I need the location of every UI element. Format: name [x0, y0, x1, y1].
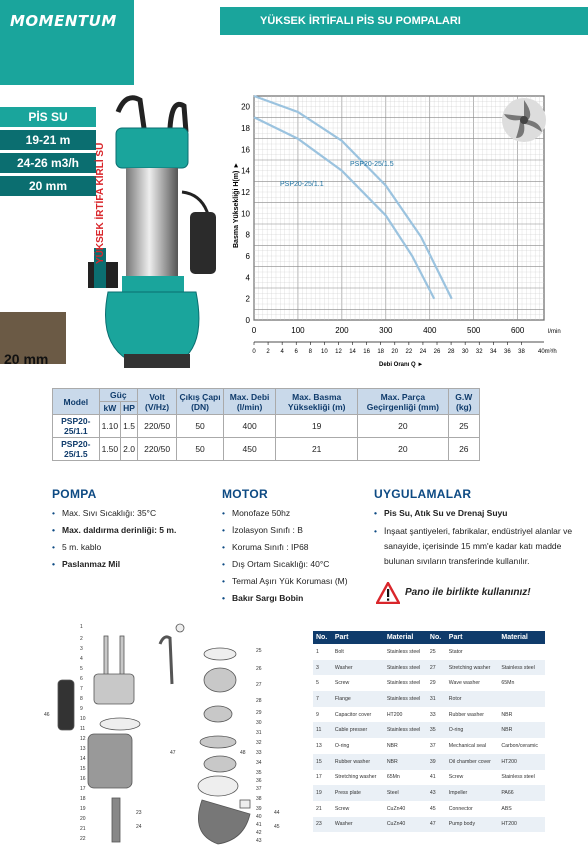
y-axis-label: Basma Yüksekliği H(m) ►	[233, 161, 240, 248]
parts-cell: 7	[313, 691, 332, 707]
spec-cell: 50	[177, 415, 224, 438]
diagram-label: 2	[80, 636, 83, 642]
x-tick-label: 0	[251, 326, 257, 335]
x-tick-label-secondary: 12	[335, 349, 342, 355]
parts-cell: 9	[316, 711, 319, 718]
x-tick-label-secondary: 10	[321, 349, 328, 355]
parts-cell: 25	[429, 648, 436, 655]
spec-subheader: kW	[99, 402, 121, 415]
x-tick-label-secondary: 36	[504, 349, 511, 355]
diagram-label: 32	[256, 740, 262, 746]
parts-header: No.	[313, 631, 332, 644]
diagram-label: 7	[80, 686, 83, 692]
parts-cell: 43	[427, 785, 446, 801]
pompa-item: • Max. Sıvı Sıcaklığı: 35°C	[52, 507, 202, 520]
side-label: 19-21 m	[0, 130, 96, 150]
y-tick-label: 10	[241, 209, 250, 219]
parts-cell: 29	[429, 680, 436, 687]
vertical-label: YÜKSEK İRTİFA KİRLİ SU	[95, 142, 106, 264]
motor-section	[222, 487, 372, 609]
parts-cell: 39	[427, 754, 446, 770]
x-axis-label: Debi Oranı Q ►	[379, 362, 424, 368]
motor-title: MOTOR	[222, 487, 268, 501]
table-row	[313, 738, 545, 754]
diagram-label: 8	[80, 696, 83, 702]
spec-cell: 450	[223, 438, 275, 461]
x-tick-label-secondary: 6	[294, 349, 298, 355]
x-tick-label: 500	[467, 326, 481, 335]
uygulamalar-title: UYGULAMALAR	[374, 487, 472, 501]
x-tick-label-secondary: 38	[518, 349, 525, 355]
pompa-section	[52, 487, 202, 575]
diagram-label: 18	[80, 796, 86, 802]
x-tick-label-secondary: 14	[349, 349, 356, 355]
parts-cell: HT200	[498, 754, 545, 770]
parts-cell: NBR	[501, 711, 513, 718]
x-tick-label-secondary: 22	[405, 349, 413, 355]
x-tick-label-secondary: 4	[280, 349, 284, 355]
diagram-label: 41	[256, 822, 262, 828]
x-tick-label-secondary: 2	[266, 349, 270, 355]
parts-cell: Stainless steel	[384, 722, 427, 738]
side-label: 24-26 m3/h	[0, 153, 96, 173]
parts-cell: Screw	[448, 774, 464, 781]
diagram-label: 48	[240, 750, 246, 756]
uygulamalar-item: • İnşaat şantiyeleri, fabrikalar, endüstriyel alanlar ve sanayide, içerisinde 15 mm'e kadar katı madde bulunan sıvıların transferinde kullanılır.	[374, 524, 579, 569]
spec-header: Max. Debi (l/min)	[223, 389, 275, 415]
parts-cell: Stretching washer	[446, 660, 499, 676]
parts-cell: 1	[316, 648, 319, 655]
side-label: PİS SU	[0, 107, 96, 127]
parts-cell: CuZn40	[386, 805, 406, 812]
parts-cell: Stainless steel	[384, 660, 427, 676]
pompa-item: • 5 m. kablo	[52, 541, 202, 554]
y-tick-label: 20	[241, 102, 250, 112]
parts-cell: HT200	[386, 711, 403, 718]
diagram-label: 38	[256, 796, 262, 802]
diagram-label: 34	[256, 760, 262, 766]
x-tick-label: 300	[379, 326, 393, 335]
parts-cell: Flange	[332, 691, 384, 707]
series-label: PSP20-25/1.5	[350, 161, 394, 168]
spec-cell: PSP20-25/1.1	[53, 415, 100, 438]
parts-cell: 65Mn	[386, 774, 400, 781]
parts-cell: 11	[313, 722, 332, 738]
parts-cell: Stainless steel	[384, 691, 427, 707]
y-tick-label: 2	[245, 294, 250, 304]
diagram-label: 33	[256, 750, 262, 756]
diagram-label: 19	[80, 806, 86, 812]
spec-cell: PSP20-25/1.5	[53, 438, 100, 461]
diagram-label: 42	[256, 830, 262, 836]
diagram-label: 39	[256, 806, 262, 812]
parts-header: Material	[498, 631, 545, 644]
parts-cell: Steel	[384, 785, 427, 801]
x-tick-label-secondary: 30	[461, 349, 469, 355]
thumb-label: 20 mm	[4, 351, 49, 367]
parts-table	[313, 631, 545, 832]
parts-header-row	[313, 631, 545, 644]
diagram-label: 45	[274, 824, 280, 830]
diagram-label: 29	[256, 710, 262, 716]
parts-cell: PA66	[498, 785, 545, 801]
parts-cell: 21	[316, 805, 322, 812]
pompa-title: POMPA	[52, 487, 97, 501]
spec-header: Max. Parça Geçirgenliği (mm)	[358, 389, 448, 415]
spec-cell: 19	[276, 415, 358, 438]
diagram-label: 36	[256, 778, 262, 784]
parts-cell: 19	[313, 785, 332, 801]
performance-chart	[232, 88, 582, 370]
diagram-label: 12	[80, 736, 86, 742]
parts-cell: Stainless steel	[386, 680, 421, 687]
parts-body	[313, 644, 545, 832]
parts-header: Part	[332, 631, 384, 644]
parts-cell: Mechanical seal	[448, 742, 486, 749]
y-tick-label: 12	[241, 188, 250, 197]
motor-item: • Monofaze 50hz	[222, 507, 372, 520]
diagram-label: 46	[44, 712, 50, 718]
parts-cell: 23	[313, 817, 332, 833]
x-tick-label: 600	[510, 326, 525, 335]
table-row	[313, 644, 545, 660]
diagram-label: 44	[274, 810, 280, 816]
parts-cell: 47	[427, 817, 446, 833]
diagram-label: 25	[256, 648, 262, 654]
spec-subheader: HP	[121, 402, 138, 415]
parts-cell: 17	[316, 774, 322, 781]
diagram-label: 21	[80, 826, 86, 832]
parts-cell: Screw	[334, 805, 350, 812]
x-tick-label: 200	[335, 326, 349, 335]
spec-cell: 25	[448, 415, 479, 438]
parts-cell: Pump body	[446, 817, 499, 833]
spec-cell: 220/50	[137, 415, 176, 438]
pompa-item: • Max. daldırma derinliği: 5 m.	[52, 524, 202, 537]
spec-cell: 2.0	[121, 438, 138, 461]
diagram-label: 35	[256, 770, 262, 776]
y-tick-label: 0	[245, 316, 250, 325]
parts-cell: 37	[429, 742, 436, 749]
spec-cell: 400	[223, 415, 275, 438]
parts-cell: ABS	[501, 805, 512, 812]
spec-header: Model	[53, 389, 100, 415]
chart-grid	[254, 96, 544, 320]
parts-cell: 5	[316, 680, 319, 687]
x-unit-top: l/min	[548, 329, 561, 335]
x-tick-label: 400	[423, 326, 437, 335]
diagram-label: 30	[256, 720, 262, 726]
y-tick-label: 8	[245, 230, 250, 240]
x-tick-label-secondary: 8	[308, 349, 312, 355]
parts-cell: 13	[316, 742, 322, 749]
diagram-label: 40	[256, 814, 262, 820]
page-title: YÜKSEK İRTİFALI PİS SU POMPALARI	[220, 7, 588, 35]
parts-cell: 35	[427, 722, 446, 738]
x-unit-bottom: 40m³/h	[538, 349, 557, 355]
motor-item: • Dış Ortam Sıcaklığı: 40°C	[222, 558, 372, 571]
y-tick-label: 16	[241, 145, 250, 155]
x-tick-label-secondary: 20	[391, 349, 399, 355]
table-row	[313, 691, 545, 707]
diagram-label: 16	[80, 776, 86, 782]
diagram-label: 47	[170, 750, 176, 756]
parts-cell: Press plate	[332, 785, 384, 801]
parts-cell: 65Mn	[501, 680, 515, 687]
motor-item: • Termal Aşırı Yük Koruması (M)	[222, 575, 372, 588]
parts-cell: Stainless steel	[498, 660, 545, 676]
diagram-label: 26	[256, 666, 262, 672]
diagram-label: 14	[80, 756, 86, 762]
parts-cell: 3	[313, 660, 332, 676]
parts-cell: Capacitor cover	[334, 711, 372, 718]
parts-cell: Stainless steel	[501, 774, 535, 781]
diagram-label: 31	[256, 730, 262, 736]
parts-cell: 33	[429, 711, 436, 718]
table-row	[313, 722, 545, 738]
parts-cell: Bolt	[334, 648, 344, 655]
table-row	[313, 770, 545, 786]
spec-header: Çıkış Çapı (DN)	[177, 389, 224, 415]
y-tick-label: 14	[241, 166, 250, 176]
spec-cell: 50	[177, 438, 224, 461]
parts-cell: 31	[427, 691, 446, 707]
diagram-label: 17	[80, 786, 86, 792]
diagram-label: 28	[256, 698, 262, 704]
table-row	[313, 660, 545, 676]
spec-cell: 20	[358, 415, 448, 438]
parts-cell: CuZn40	[384, 817, 427, 833]
diagram-label: 6	[80, 676, 83, 682]
side-label: 20 mm	[0, 176, 96, 196]
x-tick-label: 100	[291, 326, 305, 335]
spec-header: Volt (V/Hz)	[137, 389, 176, 415]
diagram-label: 43	[256, 838, 262, 844]
x-tick-label-secondary: 0	[252, 349, 256, 355]
table-row	[313, 817, 545, 833]
diagram-label: 15	[80, 766, 86, 772]
spec-cell: 1.10	[99, 415, 121, 438]
parts-cell: Wave washer	[448, 680, 481, 687]
spec-header: Max. Basma Yüksekliği (m)	[276, 389, 358, 415]
parts-header: Part	[446, 631, 499, 644]
table-row	[313, 675, 545, 691]
parts-cell: NBR	[386, 742, 398, 749]
parts-cell: 27	[427, 660, 446, 676]
parts-cell: Washer	[332, 817, 384, 833]
x-tick-label-secondary: 24	[419, 349, 427, 355]
table-row	[313, 707, 545, 723]
parts-cell: Rotor	[446, 691, 499, 707]
parts-cell: NBR	[384, 754, 427, 770]
parts-cell	[498, 691, 545, 707]
diagram-label: 13	[80, 746, 86, 752]
parts-cell: Oil chamber cover	[446, 754, 499, 770]
uygulamalar-section	[374, 487, 579, 573]
x-tick-label-secondary: 32	[475, 349, 483, 355]
diagram-label: 37	[256, 786, 262, 792]
brand-logo: MOMENTUM	[10, 12, 117, 30]
diagram-label: 4	[80, 656, 83, 662]
motor-item: • İzolasyon Sınıfı : B	[222, 524, 372, 537]
uygulamalar-item: • Pis Su, Atık Su ve Drenaj Suyu	[374, 507, 579, 520]
parts-cell: 15	[313, 754, 332, 770]
parts-cell: Connector	[448, 805, 473, 812]
x-tick-label-secondary: 34	[489, 349, 497, 355]
parts-cell: Washer	[332, 660, 384, 676]
y-tick-label: 4	[245, 273, 250, 283]
exploded-diagram	[40, 614, 310, 850]
warning-text: Pano ile birlikte kullanınız!	[405, 587, 531, 598]
spec-cell: 26	[448, 438, 479, 461]
diagram-label: 3	[80, 646, 83, 652]
spec-cell: 1.50	[99, 438, 121, 461]
spec-header: Güç	[99, 389, 137, 402]
spec-cell: 1.5	[121, 415, 138, 438]
diagram-label: 10	[80, 716, 86, 722]
parts-cell: Stretching washer	[334, 774, 377, 781]
warning-icon	[376, 582, 400, 604]
parts-cell: Screw	[334, 680, 350, 687]
diagram-labels	[44, 624, 280, 844]
spec-cell: 21	[276, 438, 358, 461]
parts-cell: 45	[429, 805, 436, 812]
parts-cell: Stator	[448, 648, 463, 655]
spec-cell: 20	[358, 438, 448, 461]
parts-cell	[498, 644, 545, 660]
spec-table	[52, 388, 480, 461]
pompa-item: • Paslanmaz Mil	[52, 558, 202, 571]
parts-cell: Stainless steel	[386, 648, 421, 655]
x-tick-label-secondary: 28	[447, 349, 455, 355]
parts-cell: Carbon/ceramic	[501, 742, 538, 749]
parts-header: Material	[384, 631, 427, 644]
table-row	[313, 801, 545, 817]
x-tick-label-secondary: 16	[363, 349, 370, 355]
table-row	[313, 785, 545, 801]
diagram-label: 20	[80, 816, 86, 822]
spec-cell: 220/50	[137, 438, 176, 461]
diagram-label: 11	[80, 726, 86, 732]
parts-cell: NBR	[498, 722, 545, 738]
x-tick-label-secondary: 18	[377, 349, 385, 355]
diagram-label: 1	[80, 624, 83, 630]
parts-cell: O-ring	[334, 742, 350, 749]
motor-item: • Koruma Sınıfı : IP68	[222, 541, 372, 554]
table-row	[53, 438, 480, 461]
diagram-label: 22	[80, 836, 86, 842]
parts-cell: Impeller	[446, 785, 499, 801]
parts-cell: Rubber washer	[332, 754, 384, 770]
diagram-label: 23	[136, 810, 142, 816]
y-tick-label: 18	[241, 124, 250, 133]
parts-header: No.	[427, 631, 446, 644]
parts-cell: Cable presser	[332, 722, 384, 738]
impeller-icon	[502, 98, 546, 142]
series-label: PSP20-25/1.1	[280, 181, 324, 188]
diagram-label: 24	[136, 824, 142, 830]
diagram-label: 27	[256, 682, 262, 688]
table-row	[313, 754, 545, 770]
x-tick-label-secondary: 26	[433, 349, 441, 355]
diagram-label: 5	[80, 666, 83, 672]
diagram-label: 9	[80, 706, 83, 712]
parts-cell: 41	[429, 774, 436, 781]
y-tick-label: 6	[245, 252, 250, 261]
motor-item: • Bakır Sargı Bobin	[222, 592, 372, 605]
parts-cell: O-ring	[446, 722, 499, 738]
parts-cell: Rubber washer	[448, 711, 484, 718]
table-row	[53, 415, 480, 438]
parts-cell: HT200	[498, 817, 545, 833]
spec-header: G.W (kg)	[448, 389, 479, 415]
